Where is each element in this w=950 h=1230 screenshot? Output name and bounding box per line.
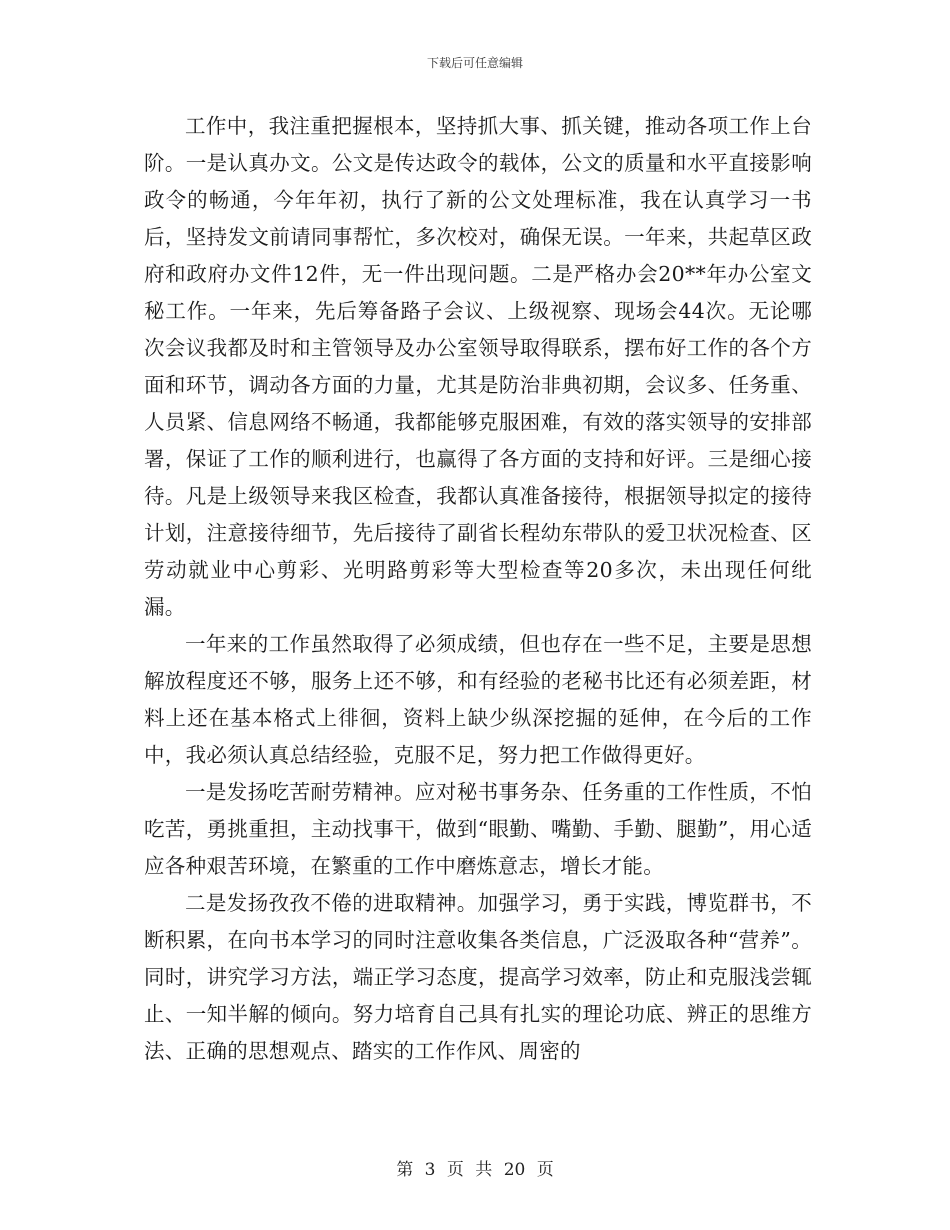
page-number-footer: 第 3 页 共 20 页 [396, 1160, 554, 1180]
paragraph-shortcomings: 一年来的工作虽然取得了必须成绩，但也存在一些不足，主要是思想解放程度还不够，服务上还不够，和有经验的老秘书比还有必须差距，材料上还在基本格式上徘徊，资料上缺少纵深挖掘的延伸，在今后的工作中，我必须认真总结经验，克服不足，努力把工作做得更好。 [144, 632, 812, 767]
paragraph-work-summary: 工作中，我注重把握根本，坚持抓大事、抓关键，推动各项工作上台阶。一是认真办文。公文是传达政令的载体，公文的质量和水平直接影响政令的畅通，今年年初，执行了新的公文处理标准，我在认真学习一书后，坚持发文前请同事帮忙，多次校对，确保无误。一年来，共起草区政府和政府办文件12件，无一件出现问题。二是严格办会20**年办公室文秘工作。一年来，先后筹备路子会议、上级视察、现场会44次。无论哪次会议我都及时和主管领导及办公室领导取得联系，摆布好工作的各个方面和环节，调动各方面的力量，尤其是防治非典初期，会议多、任务重、人员紧、信息网络不畅通，我都能够克服困难，有效的落实领导的安排部署，保证了工作的顺利进行，也赢得了各方面的支持和好评。三是细心接待。凡是上级领导来我区检查，我都认真准备接待，根据领导拟定的接待计划，注意接待细节，先后接待了副省长程幼东带队的爱卫状况检查、区劳动就业中心剪彩、光明路剪彩等大型检查等20多次，未出现任何纰漏。 [144, 114, 812, 619]
document-body [144, 108, 812, 1070]
paragraph-hardworking-spirit: 一是发扬吃苦耐劳精神。应对秘书事务杂、任务重的工作性质，不怕吃苦，勇挑重担，主动找事干，做到“眼勤、嘴勤、手勤、腿勤”，用心适应各种艰苦环境，在繁重的工作中磨炼意志，增长才能。 [144, 780, 812, 878]
paragraph-learning-spirit: 二是发扬孜孜不倦的进取精神。加强学习，勇于实践，博览群书，不断积累，在向书本学习的同时注意收集各类信息，广泛汲取各种“营养”。同时，讲究学习方法，端正学习态度，提高学习效率，防止和克服浅尝辄止、一知半解的倾向。努力培育自己具有扎实的理论功底、辨正的思维方法、正确的思想观点、踏实的工作作风、周密的 [144, 891, 812, 1063]
header-note: 下载后可任意编辑 [426, 56, 523, 70]
